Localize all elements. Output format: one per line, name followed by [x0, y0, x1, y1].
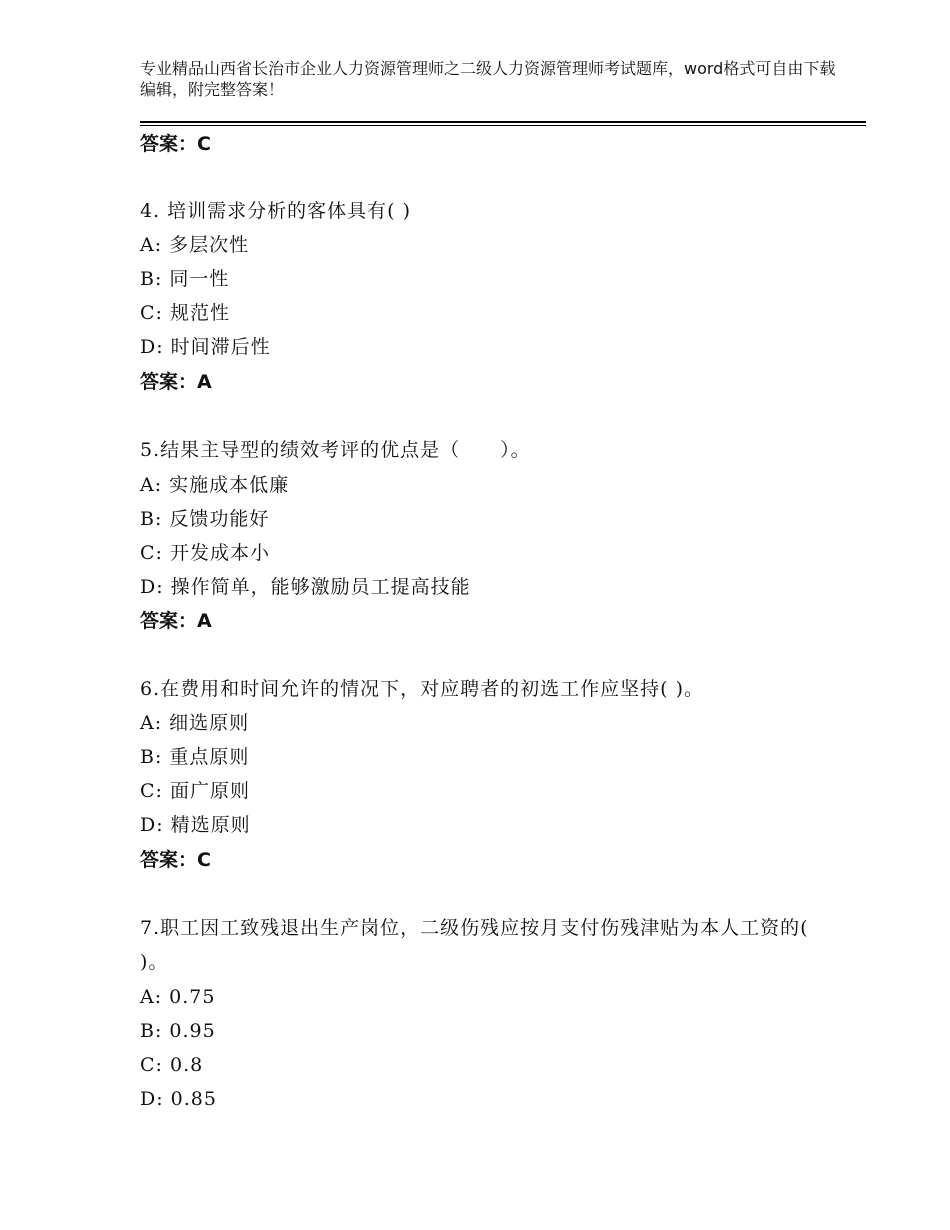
question-6-option-d: D: 精选原则 [140, 814, 251, 836]
previous-answer: 答案：C [140, 133, 211, 155]
question-4-option-a: A: 多层次性 [140, 234, 250, 256]
question-6-option-c: C: 面广原则 [140, 780, 250, 802]
question-6-option-a: A: 细选原则 [140, 712, 250, 734]
question-5-option-b: B: 反馈功能好 [140, 508, 270, 530]
question-5-answer: 答案：A [140, 610, 212, 632]
question-5-option-c: C: 开发成本小 [140, 542, 270, 564]
document-header: 专业精品山西省长治市企业人力资源管理师之二级人力资源管理师考试题库，word格式可自由下载编辑，附完整答案！ [140, 59, 836, 99]
question-5-option-a: A: 实施成本低廉 [140, 474, 290, 496]
question-6-answer: 答案：C [140, 849, 211, 871]
question-6-option-b: B: 重点原则 [140, 746, 250, 768]
question-5-stem: 5.结果主导型的绩效考评的优点是（ ）。 [140, 439, 531, 461]
question-5-option-d: D: 操作简单，能够激励员工提高技能 [140, 576, 471, 598]
header-rule-top [140, 121, 866, 123]
question-7-option-b: B: 0.95 [140, 1020, 216, 1042]
question-4-option-c: C: 规范性 [140, 302, 230, 324]
question-7-option-c: C: 0.8 [140, 1054, 204, 1076]
header-rule-bottom [140, 125, 866, 126]
question-7-stem: 7.职工因工致残退出生产岗位，二级伤残应按月支付伤残津贴为本人工资的( )。 [140, 917, 809, 973]
question-4-option-b: B: 同一性 [140, 268, 230, 290]
question-6-stem: 6.在费用和时间允许的情况下，对应聘者的初选工作应坚持( )。 [140, 678, 704, 700]
question-4-answer: 答案：A [140, 371, 212, 393]
question-4-option-d: D: 时间滞后性 [140, 336, 271, 358]
question-7-option-a: A: 0.75 [140, 986, 216, 1008]
question-4-stem: 4. 培训需求分析的客体具有( ) [140, 200, 412, 222]
question-7-option-d: D: 0.85 [140, 1088, 217, 1110]
